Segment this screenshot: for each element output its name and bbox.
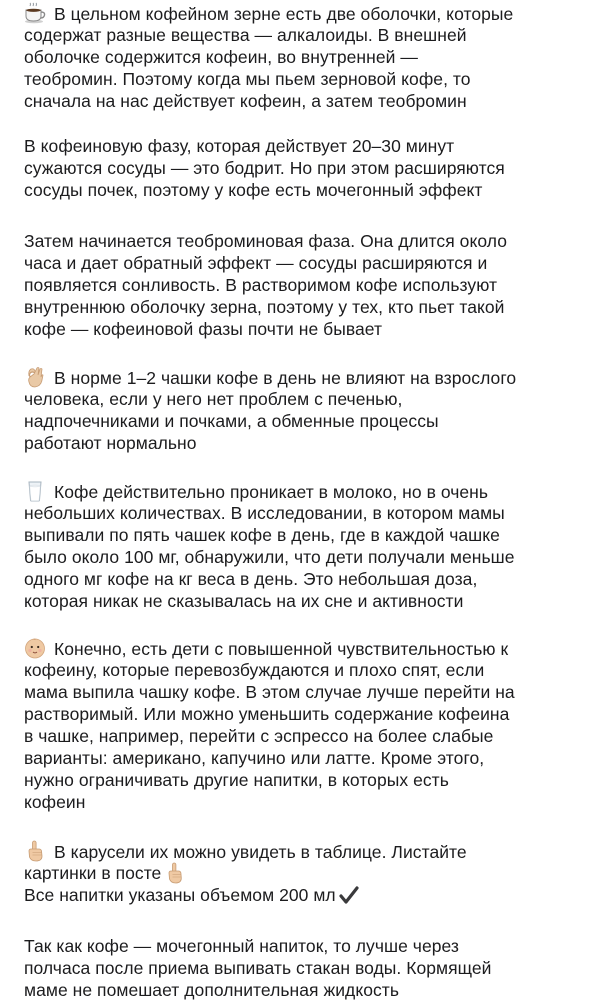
pointing-up-icon <box>24 840 46 862</box>
paragraph-line: кофеин <box>24 792 86 812</box>
paragraph-caffeine-layers <box>24 2 584 112</box>
paragraph-line: нужно ограничивать другие напитки, в которых есть <box>24 770 449 790</box>
paragraph-line: часа и дает обратный эффект — сосуды расширяются и <box>24 253 488 273</box>
paragraph-line: надпочечниками и почками, а обменные процессы <box>24 411 439 431</box>
paragraph-line: работают нормально <box>24 433 197 453</box>
paragraph-line: было около 100 мг, обнаружили, что дети получали меньше <box>24 547 515 567</box>
paragraph-line: Затем начинается теоброминовая фаза. Она длится около <box>24 231 507 251</box>
glass-of-milk-icon <box>24 480 46 502</box>
ok-hand-icon <box>24 366 46 388</box>
coffee-cup-icon <box>24 2 46 24</box>
paragraph-line: содержат разные вещества — алкалоиды. В внешней <box>24 25 467 45</box>
paragraph-line: сосуды почек, поэтому у кофе есть мочегонный эффект <box>24 180 483 200</box>
paragraph-line: картинки в посте <box>24 863 162 883</box>
paragraph-line: одного мг кофе на кг веса в день. Это небольшая доза, <box>24 569 478 589</box>
paragraph-line: сужаются сосуды — это бодрит. Но при этом расширяются <box>24 158 505 178</box>
paragraph-line: В кофеиновую фазу, которая действует 20–30 минут <box>24 136 455 156</box>
paragraph-milk <box>24 480 584 612</box>
check-mark-icon <box>338 884 360 906</box>
paragraph-line: В карусели их можно увидеть в таблице. Листайте <box>54 842 467 862</box>
paragraph-line: мама выпила чашку кофе. В этом случае лучше перейти на <box>24 682 515 702</box>
paragraph-line: В норме 1–2 чашки кофе в день не влияют на взрослого <box>54 368 517 388</box>
paragraph-line: растворимый. Или можно уменьшить содержание кофеина <box>24 704 510 724</box>
paragraph-line: полчаса после приема выпивать стакан воды. Кормящей <box>24 958 492 978</box>
paragraph-theobromine-phase <box>24 230 584 340</box>
paragraph-line: сначала на нас действует кофеин, а затем теобромин <box>24 91 467 111</box>
paragraph-line: человека, если у него нет проблем с печенью, <box>24 389 403 409</box>
paragraph-line: в чашке, например, перейти с эспрессо на более слабые <box>24 726 494 746</box>
paragraph-caffeine-phase <box>24 135 584 201</box>
pointing-up-icon <box>165 862 185 884</box>
paragraph-line: Конечно, есть дети с повышенной чувствительностью к <box>54 639 509 659</box>
paragraph-line: Все напитки указаны объемом 200 мл <box>24 885 336 905</box>
paragraph-line: выпивали по пять чашек кофе в день, где в каждой чашке <box>24 525 500 545</box>
paragraph-carousel <box>24 840 584 906</box>
paragraph-line: маме не помешает дополнительная жидкость <box>24 980 400 1000</box>
paragraph-line: варианты: американо, капучино или латте. Кроме этого, <box>24 748 485 768</box>
paragraph-line: появляется сонливость. В растворимом кофе используют <box>24 275 498 295</box>
paragraph-line: Так как кофе — мочегонный напиток, то лучше через <box>24 936 460 956</box>
paragraph-line: кофеину, которые перевозбуждаются и плохо спят, если <box>24 660 485 680</box>
baby-face-icon <box>24 637 46 659</box>
paragraph-line: теобромин. Поэтому когда мы пьем зерновой кофе, то <box>24 69 471 89</box>
paragraph-water <box>24 935 584 1001</box>
paragraph-sensitive-children <box>24 637 584 813</box>
paragraph-line: кофе — кофеиновой фазы почти не бывает <box>24 319 383 339</box>
paragraph-line: Кофе действительно проникает в молоко, но в очень <box>54 482 489 502</box>
paragraph-line: В цельном кофейном зерне есть две оболочки, которые <box>54 4 514 24</box>
paragraph-line: оболочке содержится кофеин, во внутренней — <box>24 47 418 67</box>
paragraph-line: небольших количествах. В исследовании, в котором мамы <box>24 503 505 523</box>
paragraph-line: внутреннюю оболочку зерна, поэтому у тех, кто пьет такой <box>24 297 505 317</box>
paragraph-line: которая никак не сказывалась на их сне и активности <box>24 591 464 611</box>
paragraph-normal-dose <box>24 366 584 454</box>
